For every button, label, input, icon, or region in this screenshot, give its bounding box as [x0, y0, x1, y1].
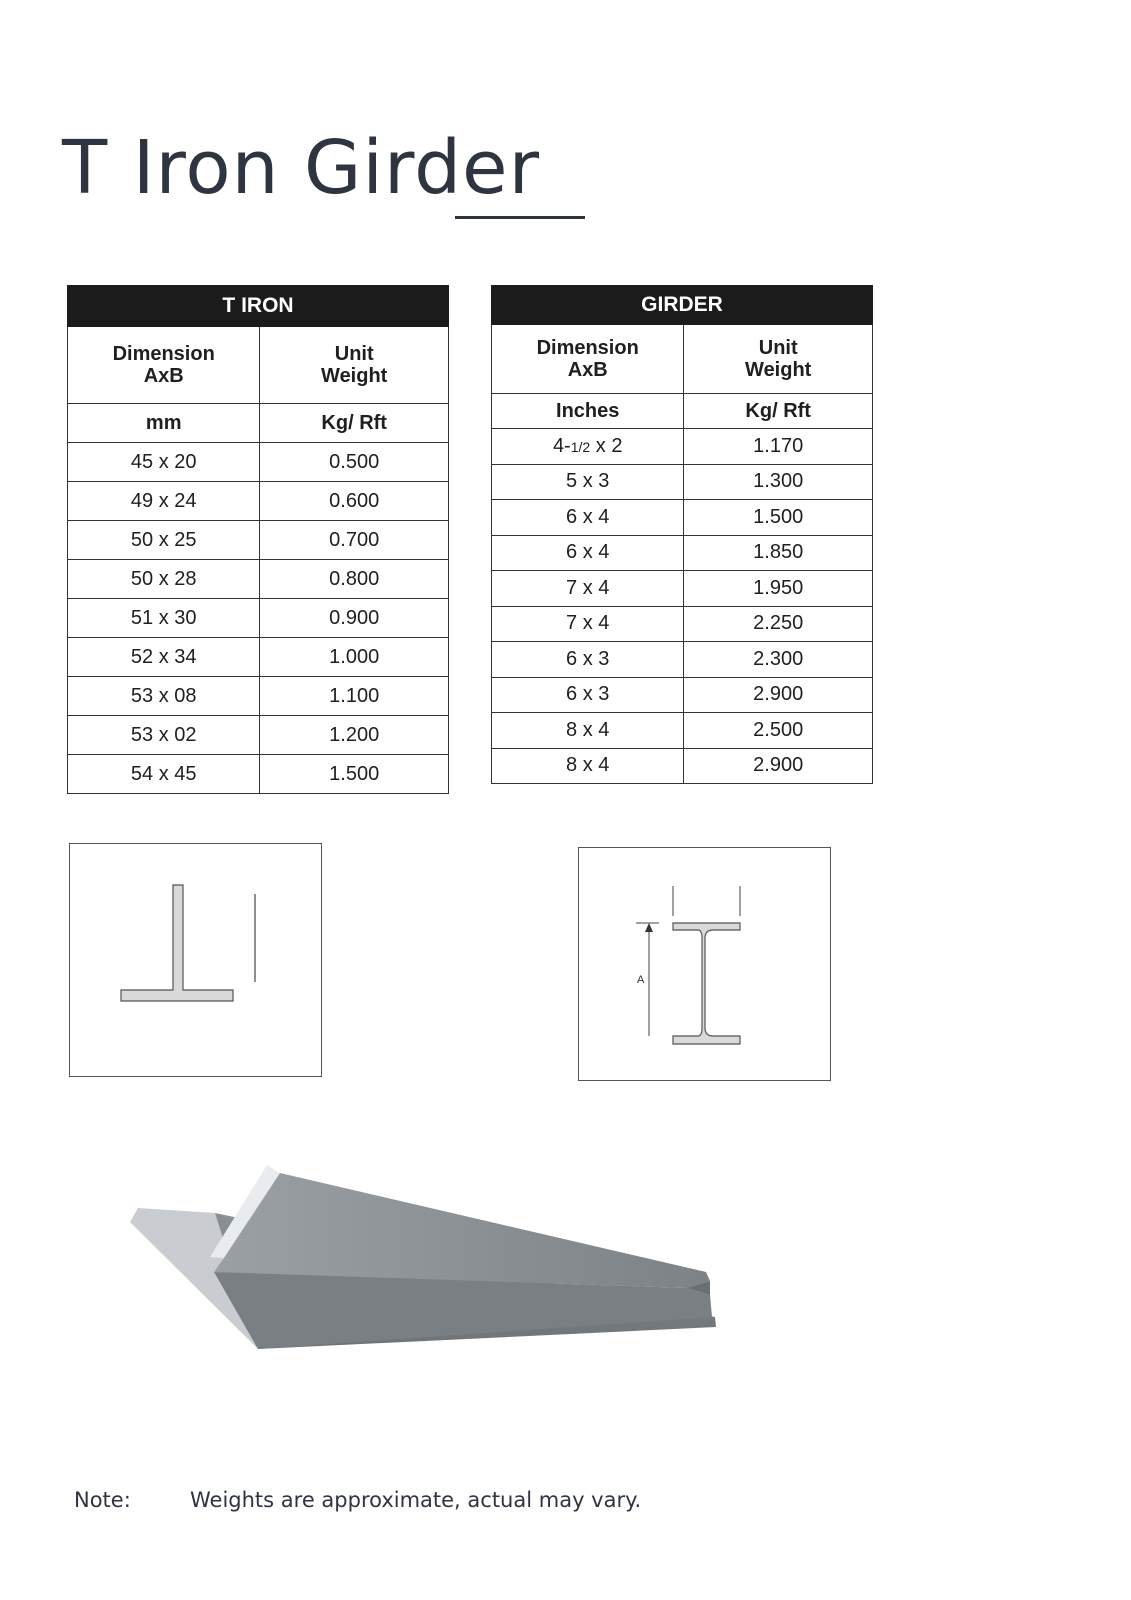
- table-row: [68, 443, 449, 482]
- table-row: [492, 571, 873, 607]
- t-iron-weight-cell: 0.700: [260, 521, 449, 560]
- table-row: [492, 748, 873, 784]
- t-iron-weight-cell: 1.500: [260, 755, 449, 794]
- girder-weight-cell: 2.250: [684, 606, 873, 642]
- footnote: [74, 1488, 641, 1512]
- table-row: [492, 642, 873, 678]
- t-iron-dimension-cell: 51 x 30: [68, 599, 260, 638]
- table-row: [68, 677, 449, 716]
- girder-table-heading: GIRDER: [492, 286, 873, 325]
- t-iron-weight-header-line1: Unit: [334, 343, 374, 365]
- girder-weight-cell: 2.500: [684, 713, 873, 749]
- girder-dimension-cell: 6 x 4: [492, 535, 684, 571]
- girder-cross-section-diagram: [578, 847, 831, 1081]
- girder-dimension-cell: 8 x 4: [492, 748, 684, 784]
- girder-dimension-cell: 7 x 4: [492, 606, 684, 642]
- t-iron-weight-unit: Kg/ Rft: [260, 404, 449, 443]
- table-row: [68, 560, 449, 599]
- girder-table: [491, 285, 873, 784]
- girder-weight-cell: 1.850: [684, 535, 873, 571]
- girder-dimension-header: [492, 325, 684, 394]
- t-iron-weight-cell: 1.100: [260, 677, 449, 716]
- girder-dimension-rest: x 2: [590, 434, 623, 457]
- girder-dimension-header-line2: AxB: [567, 359, 608, 381]
- t-iron-dimension-cell: 45 x 20: [68, 443, 260, 482]
- girder-dimension-unit: Inches: [492, 394, 684, 429]
- table-row: [492, 677, 873, 713]
- table-row: [68, 638, 449, 677]
- t-iron-cross-section-diagram: [69, 843, 322, 1077]
- girder-dimension-cell: 6 x 3: [492, 642, 684, 678]
- t-iron-dimension-cell: 49 x 24: [68, 482, 260, 521]
- girder-dimension-marker: A: [637, 974, 645, 986]
- girder-weight-header: [684, 325, 873, 394]
- girder-weight-cell: 2.900: [684, 748, 873, 784]
- t-iron-weight-cell: 1.000: [260, 638, 449, 677]
- table-row: [68, 482, 449, 521]
- girder-dimension-cell: 6 x 3: [492, 677, 684, 713]
- t-iron-dimension-cell: 50 x 25: [68, 521, 260, 560]
- t-iron-weight-cell: 0.600: [260, 482, 449, 521]
- note-label: Note:: [74, 1488, 131, 1512]
- table-row: [492, 500, 873, 536]
- girder-dimension-fraction: 1/2: [570, 438, 591, 455]
- table-row: [68, 599, 449, 638]
- girder-weight-header-line1: Unit: [758, 337, 798, 359]
- t-iron-weight-header: [260, 327, 449, 404]
- t-iron-dimension-header: [68, 327, 260, 404]
- girder-dimension-cell: 6 x 4: [492, 500, 684, 536]
- t-iron-weight-cell: 0.500: [260, 443, 449, 482]
- t-iron-profile-drawing: [70, 844, 321, 1076]
- girder-weight-cell: 1.500: [684, 500, 873, 536]
- girder-weight-cell: 1.170: [684, 429, 873, 465]
- t-iron-3d-illustration: [130, 1165, 730, 1365]
- girder-weight-cell: 1.950: [684, 571, 873, 607]
- table-row: [492, 606, 873, 642]
- girder-weight-unit: Kg/ Rft: [684, 394, 873, 429]
- table-row: [492, 535, 873, 571]
- girder-weight-cell: 2.300: [684, 642, 873, 678]
- table-row: [68, 755, 449, 794]
- girder-dimension-whole: 4-: [552, 434, 571, 457]
- table-row: [492, 713, 873, 749]
- t-iron-dimension-cell: 54 x 45: [68, 755, 260, 794]
- girder-weight-cell: 1.300: [684, 464, 873, 500]
- table-row: [492, 429, 873, 465]
- t-iron-weight-header-line2: Weight: [321, 365, 388, 387]
- t-iron-dimension-cell: 50 x 28: [68, 560, 260, 599]
- girder-profile-drawing: [579, 848, 830, 1080]
- t-iron-dimension-unit: mm: [68, 404, 260, 443]
- t-iron-dimension-cell: 53 x 08: [68, 677, 260, 716]
- t-iron-weight-cell: 1.200: [260, 716, 449, 755]
- girder-dimension-header-line1: Dimension: [536, 337, 639, 359]
- girder-dimension-cell: 7 x 4: [492, 571, 684, 607]
- girder-dimension-cell: 5 x 3: [492, 464, 684, 500]
- girder-weight-header-line2: Weight: [745, 359, 812, 381]
- t-iron-weight-cell: 0.800: [260, 560, 449, 599]
- t-iron-dimension-cell: 52 x 34: [68, 638, 260, 677]
- t-iron-dimension-header-line2: AxB: [143, 365, 184, 387]
- girder-weight-cell: 2.900: [684, 677, 873, 713]
- table-row: [68, 521, 449, 560]
- t-iron-table: [67, 285, 449, 794]
- table-row: [492, 464, 873, 500]
- girder-dimension-cell: 8 x 4: [492, 713, 684, 749]
- note-text: Weights are approximate, actual may vary.: [190, 1488, 642, 1512]
- t-iron-dimension-cell: 53 x 02: [68, 716, 260, 755]
- t-iron-weight-cell: 0.900: [260, 599, 449, 638]
- girder-dimension-cell: [492, 429, 684, 465]
- title-underline: [455, 216, 585, 219]
- t-iron-table-heading: T IRON: [68, 286, 449, 327]
- t-iron-dimension-header-line1: Dimension: [112, 343, 215, 365]
- page-title: T Iron Girder: [62, 125, 540, 211]
- table-row: [68, 716, 449, 755]
